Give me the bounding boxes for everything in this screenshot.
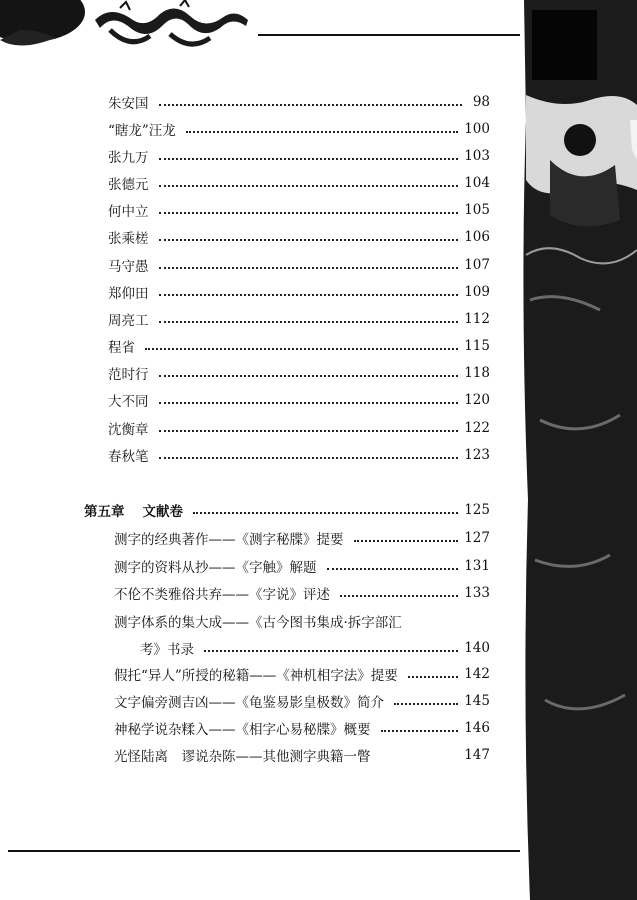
dot-leader: [159, 375, 459, 377]
dot-leader: [159, 430, 459, 432]
entry-page: 107: [464, 257, 490, 273]
toc-entry: [114, 581, 490, 605]
entry-page: 106: [464, 229, 490, 245]
entry-title: 马守愚: [108, 259, 149, 275]
dot-leader: [204, 650, 458, 652]
entry-title: 神秘学说杂糅入——《相字心易秘牒》概要: [114, 722, 371, 738]
entry-page: 131: [464, 558, 490, 574]
toc-entry: [108, 416, 490, 440]
entry-page: 98: [472, 94, 490, 110]
entry-page: 112: [464, 311, 490, 327]
dot-leader: [327, 568, 459, 570]
toc-entry: [108, 144, 490, 168]
toc-entry: [108, 307, 490, 331]
dot-leader: [193, 512, 458, 514]
dot-leader: [381, 730, 459, 732]
entry-page: 105: [464, 202, 490, 218]
entry-title: 大不同: [108, 394, 149, 410]
entry-title: 程省: [108, 340, 135, 356]
toc-entry: [108, 253, 490, 277]
entry-page: 145: [464, 693, 490, 709]
entry-title: 朱安国: [108, 96, 149, 112]
dot-leader: [354, 540, 459, 542]
entry-page: 115: [464, 338, 490, 354]
dot-leader: [159, 185, 459, 187]
toc-entry: [108, 171, 490, 195]
toc-entry: [114, 743, 490, 767]
chapter-title: 文献卷: [142, 504, 183, 520]
entry-title: 测字体系的集大成——《古今图书集成·拆字部汇: [114, 615, 402, 631]
dot-leader: [159, 402, 459, 404]
entry-title: 测字的经典著作——《测字秘牒》提要: [114, 532, 344, 548]
entry-page: 127: [464, 530, 490, 546]
dot-leader: [159, 294, 459, 296]
toc-entry: [108, 443, 490, 467]
entry-title: 张乘槎: [108, 231, 149, 247]
entry-page: 147: [464, 747, 490, 763]
entry-page: 146: [464, 720, 490, 736]
dot-leader: [159, 321, 459, 323]
toc-entry: [114, 526, 490, 550]
footer-rule: [8, 850, 520, 852]
dot-leader: [340, 595, 458, 597]
toc-entry: [108, 334, 490, 358]
toc-entry: [114, 689, 490, 713]
entry-page: 100: [464, 121, 490, 137]
entry-page: 133: [464, 585, 490, 601]
entry-page: 142: [464, 666, 490, 682]
toc-entry: [114, 554, 490, 578]
entry-title: 何中立: [108, 204, 149, 220]
toc-entry: [108, 117, 490, 141]
ink-painting-strip: [520, 0, 637, 900]
entry-title: 沈衡章: [108, 422, 149, 438]
entry-page: 103: [464, 148, 490, 164]
dot-leader: [408, 676, 458, 678]
dot-leader: [159, 158, 459, 160]
chapter-label: 第五章: [84, 504, 125, 520]
dot-leader: [159, 212, 459, 214]
toc-entry: [108, 280, 490, 304]
entry-title: 张九万: [108, 150, 149, 166]
dot-leader: [159, 239, 459, 241]
dot-leader: [159, 457, 459, 459]
toc-entry: [108, 225, 490, 249]
dot-leader: [394, 703, 458, 705]
dot-leader: [159, 104, 463, 106]
dot-leader: [145, 348, 458, 350]
entry-page: 122: [464, 420, 490, 436]
toc-entry: [108, 361, 490, 385]
entry-title: 文字偏旁测吉凶——《龟鉴易影皇极数》简介: [114, 695, 384, 711]
entry-page: 118: [464, 365, 490, 381]
entry-title: 郑仰田: [108, 286, 149, 302]
entry-title: 张德元: [108, 177, 149, 193]
toc-entry: [108, 388, 490, 412]
entry-title: 考》书录: [140, 642, 194, 658]
toc-entry-first-line: [114, 609, 402, 633]
toc-entry: [114, 662, 490, 686]
entry-page: 140: [464, 640, 490, 656]
entry-title: 周亮工: [108, 313, 149, 329]
entry-title: 测字的资料从抄——《字触》解题: [114, 560, 317, 576]
entry-page: 109: [464, 284, 490, 300]
entry-page: 123: [464, 447, 490, 463]
entry-page: 120: [464, 392, 490, 408]
entry-title: 光怪陆离 谬说杂陈——其他测字典籍一瞥: [114, 749, 371, 765]
entry-title: 假托“异人”所授的秘籍——《神机相字法》提要: [114, 668, 398, 684]
toc-entry: [114, 716, 490, 740]
entry-page: 104: [464, 175, 490, 191]
entry-title: 不伦不类雅俗共弃——《字说》评述: [114, 587, 330, 603]
toc-entry: [108, 90, 490, 114]
chapter-page: 125: [464, 502, 490, 518]
toc-chapter-entry: [84, 498, 490, 522]
entry-title: 范时行: [108, 367, 149, 383]
entry-title: “瞎龙”汪龙: [108, 123, 176, 139]
dot-leader: [186, 131, 458, 133]
toc-entry: [140, 636, 490, 660]
entry-title: 春秋笔: [108, 449, 149, 465]
toc-entry: [108, 198, 490, 222]
dot-leader: [159, 267, 459, 269]
